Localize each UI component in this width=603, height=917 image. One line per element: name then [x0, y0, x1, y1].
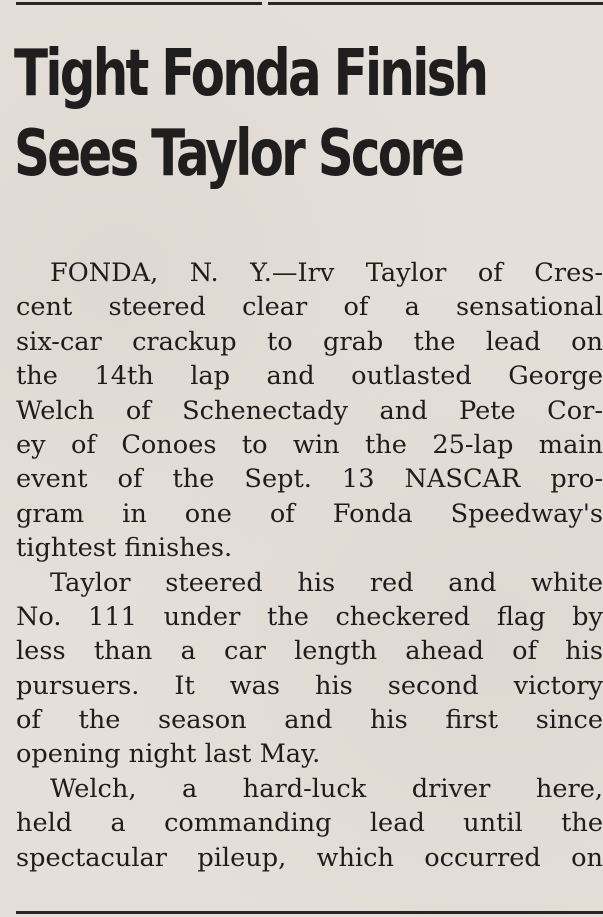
headline	[14, 34, 487, 194]
body-line: event of the Sept. 13 NASCAR pro-	[16, 464, 603, 495]
headline-line-2: Sees Taylor Score	[14, 117, 463, 191]
body-line: spectacular pileup, which occurred on	[16, 842, 603, 873]
body-line: gram in one of Fonda Speedway's	[16, 498, 603, 529]
body-line: No. 111 under the checkered flag by	[16, 601, 603, 632]
body-line: opening night last May.	[16, 739, 321, 770]
top-rule-left	[16, 2, 262, 5]
bottom-rule	[16, 911, 603, 914]
body-line: Welch, a hard-luck driver here,	[50, 773, 603, 804]
body-line: FONDA, N. Y.—Irv Taylor of Cres-	[50, 258, 603, 288]
body-line: six-car crackup to grab the lead on	[16, 326, 603, 357]
body-line: held a commanding lead until the	[16, 808, 603, 839]
article-body	[16, 256, 603, 875]
headline-line-1: Tight Fonda Finish	[14, 37, 487, 111]
body-line: less than a car length ahead of his	[16, 636, 603, 667]
top-rule-right	[268, 2, 603, 5]
body-line: Welch of Schenectady and Pete Cor-	[16, 395, 603, 426]
body-line: the 14th lap and outlasted George	[16, 361, 603, 392]
body-line: cent steered clear of a sensational	[16, 292, 603, 323]
body-line: tightest finishes.	[16, 533, 233, 564]
body-line: ey of Conoes to win the 25-lap main	[16, 429, 603, 460]
body-line: Taylor steered his red and white	[50, 567, 603, 598]
body-line: pursuers. It was his second victory	[16, 670, 603, 701]
body-line: of the season and his first since	[16, 705, 603, 736]
